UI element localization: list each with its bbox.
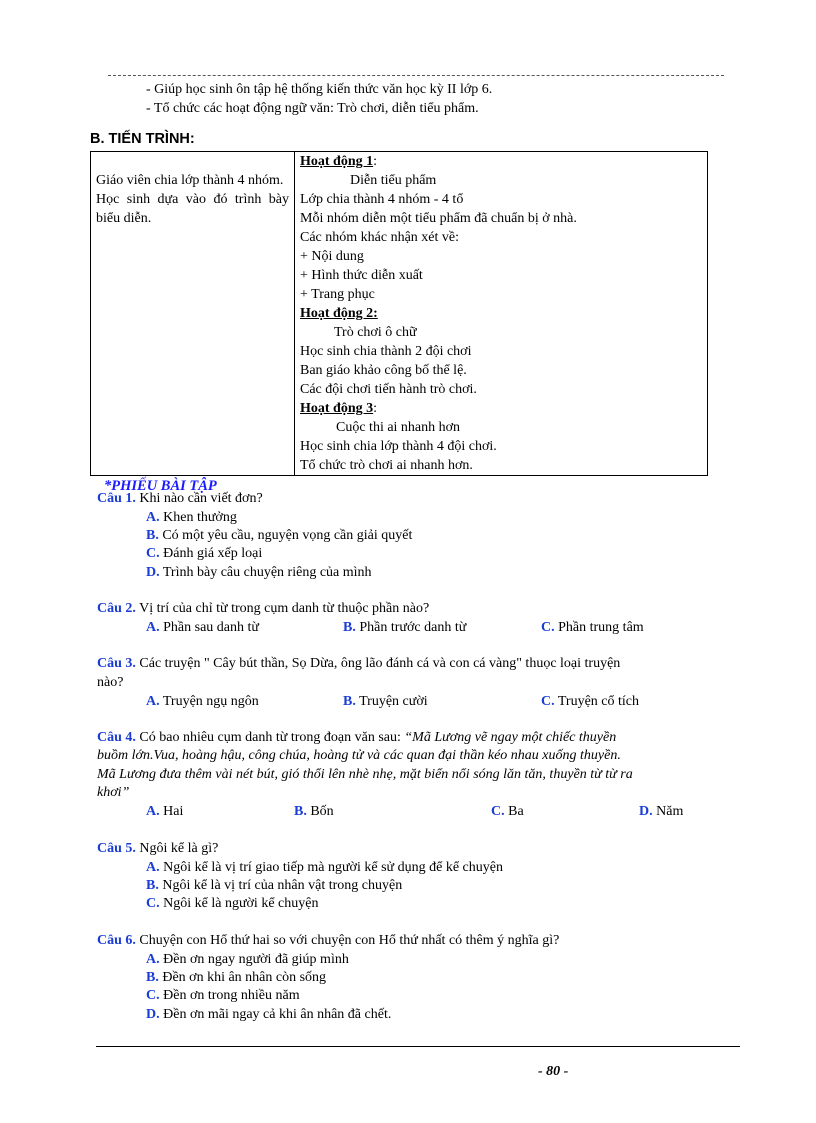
section-heading: B. TIẾN TRÌNH: <box>90 131 195 147</box>
q4-option-c: C. Ba <box>491 804 524 819</box>
q3-option-b: B. Truyện cười <box>343 694 428 709</box>
objective-1: - Giúp học sinh ôn tập hệ thống kiến thức văn học kỳ II lớp 6. <box>146 82 493 97</box>
question-6: Câu 6. Chuyện con Hổ thứ hai so với chuyện con Hổ thứ nhất có thêm ý nghĩa gì? <box>97 933 560 948</box>
q4-option-b: B. Bốn <box>294 804 334 819</box>
question-4: Câu 4. Có bao nhiêu cụm danh từ trong đoạn văn sau: “Mã Lương vẽ ngay một chiếc thuyền <box>97 730 617 745</box>
q1-option-c: C. Đánh giá xếp loại <box>146 546 263 561</box>
q5-option-a: A. Ngôi kể là vị trí giao tiếp mà người kể sử dụng để kể chuyện <box>146 860 503 875</box>
teacher-notes-cell <box>91 152 295 476</box>
activity-3-heading: Hoạt động 3: <box>300 401 378 416</box>
activity-1-line: + Hình thức diễn xuất <box>300 268 423 283</box>
question-4-quote-4: khơi” <box>97 785 130 800</box>
q4-option-a: A. Hai <box>146 804 184 819</box>
activity-3-line: Học sinh chia lớp thành 4 đội chơi. <box>300 439 497 454</box>
q2-option-a: A. Phần sau danh từ <box>146 620 259 635</box>
q5-option-b: B. Ngôi kể là vị trí của nhân vật trong chuyện <box>146 878 403 893</box>
question-3-continued: nào? <box>97 675 124 690</box>
q4-option-d: D. Năm <box>639 804 684 819</box>
q2-option-c: C. Phần trung tâm <box>541 620 644 635</box>
question-4-quote-3: Mã Lương đưa thêm vài nét bút, gió thổi lên nhè nhẹ, mặt biển nổi sóng lăn tăn, thuyền từ từ ra <box>97 767 633 782</box>
q5-option-c: C. Ngôi kể là người kể chuyện <box>146 896 319 911</box>
question-4-quote-2: buồm lớn.Vua, hoàng hậu, công chúa, hoàng tử và các quan đại thần kéo nhau xuống thuyền. <box>97 748 621 763</box>
activity-1-line: Mỗi nhóm diễn một tiểu phẩm đã chuẩn bị ở nhà. <box>300 211 577 226</box>
q1-option-b: B. Có một yêu cầu, nguyện vọng cần giải quyết <box>146 528 413 543</box>
activity-2-line: Ban giáo khảo công bố thể lệ. <box>300 363 467 378</box>
question-2: Câu 2. Vị trí của chỉ từ trong cụm danh từ thuộc phần nào? <box>97 601 430 616</box>
question-5: Câu 5. Ngôi kể là gì? <box>97 841 219 856</box>
q2-option-b: B. Phần trước danh từ <box>343 620 467 635</box>
activity-2-line: Các đội chơi tiến hành trò chơi. <box>300 382 477 397</box>
activity-1-heading: Hoạt động 1: <box>300 154 378 169</box>
question-3: Câu 3. Các truyện " Cây bút thần, Sọ Dừa, ông lão đánh cá và con cá vàng" thuọc loại truyện <box>97 656 621 671</box>
activity-1-line: Các nhóm khác nhận xét về: <box>300 230 460 245</box>
footer-divider <box>96 1046 740 1047</box>
q3-option-c: C. Truyện cổ tích <box>541 694 640 709</box>
activity-2-line: Học sinh chia thành 2 đội chơi <box>300 344 472 359</box>
page-number: - 80 - <box>538 1064 569 1079</box>
lesson-table <box>90 151 708 476</box>
worksheet-title: *PHIẾU BÀI TẬP <box>104 478 217 494</box>
activities-cell <box>295 152 708 476</box>
activity-1-line: + Trang phục <box>300 287 375 302</box>
teacher-note-1: Giáo viên chia lớp thành 4 nhóm. <box>96 173 284 188</box>
activity-3-line: Tổ chức trò chơi ai nhanh hơn. <box>300 458 473 473</box>
q6-option-d: D. Đền ơn mãi ngay cả khi ân nhân đã chết. <box>146 1007 392 1022</box>
activity-1-subtitle: Diễn tiểu phẩm <box>350 173 437 188</box>
objective-2: - Tổ chức các hoạt động ngữ văn: Trò chơi, diễn tiểu phẩm. <box>146 101 479 116</box>
q6-option-b: B. Đền ơn khi ân nhân còn sống <box>146 970 327 985</box>
activity-2-subtitle: Trò chơi ô chữ <box>334 325 417 340</box>
q6-option-a: A. Đền ơn ngay người đã giúp mình <box>146 952 349 967</box>
top-divider <box>108 75 724 76</box>
question-1: Câu 1. Khi nào cần viết đơn? <box>97 491 263 506</box>
q6-option-c: C. Đền ơn trong nhiều năm <box>146 988 300 1003</box>
activity-2-heading: Hoạt động 2: <box>300 306 378 321</box>
activity-3-subtitle: Cuộc thi ai nhanh hơn <box>336 420 461 435</box>
teacher-note-2: Học sinh dựa vào đó trình bày biểu diễn. <box>96 192 289 226</box>
q3-option-a: A. Truyện ngụ ngôn <box>146 694 259 709</box>
q1-option-a: A. Khen thưởng <box>146 510 237 525</box>
activity-1-line: Lớp chia thành 4 nhóm - 4 tổ <box>300 192 464 207</box>
activity-1-line: + Nội dung <box>300 249 364 264</box>
q1-option-d: D. Trình bày câu chuyện riêng của mình <box>146 565 372 580</box>
